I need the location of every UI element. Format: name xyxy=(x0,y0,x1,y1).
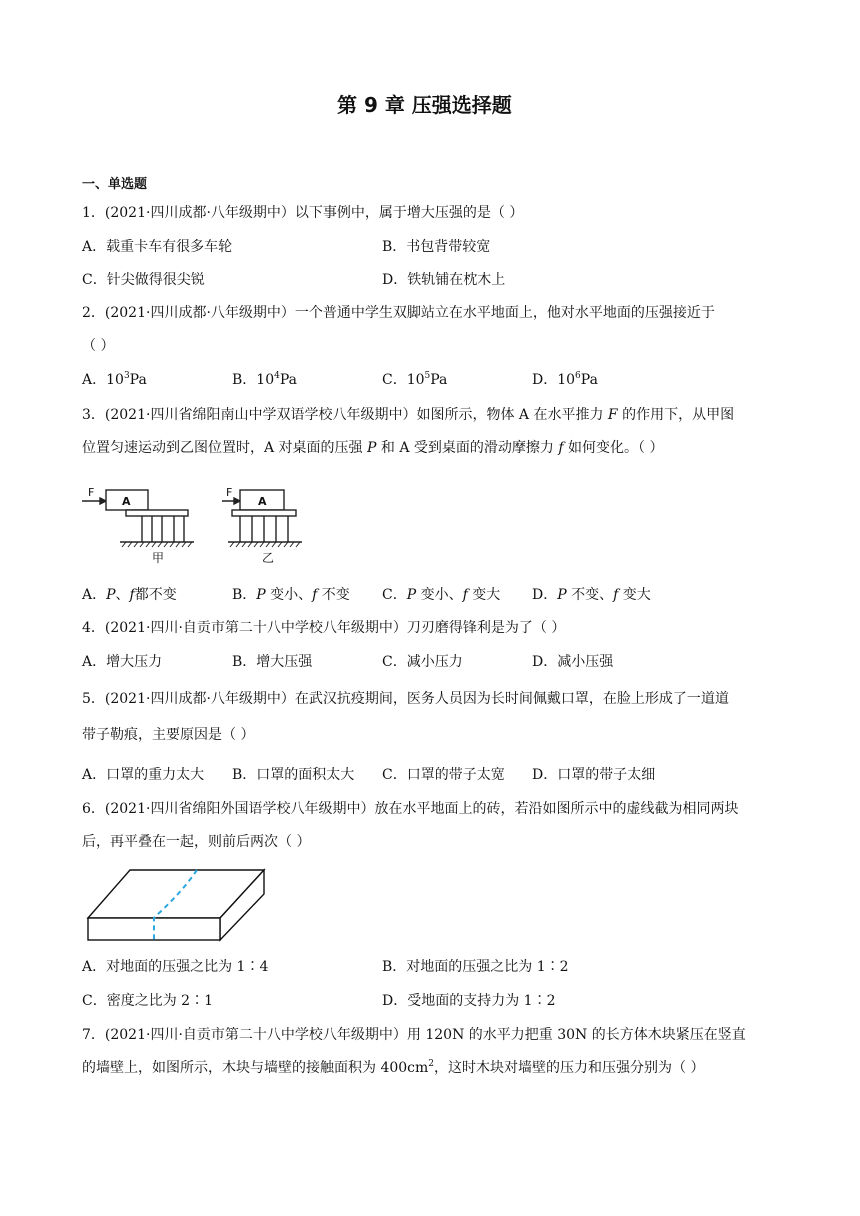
q6-brick-figure xyxy=(86,868,268,942)
q3-option-d: D．P 不变、f 变大 xyxy=(532,587,651,603)
q3-figure xyxy=(82,480,312,580)
q1-option-b: B．书包背带较宽 xyxy=(382,239,491,255)
q2-option-c: C．$10^5Pa$ xyxy=(382,371,448,388)
q4-option-a: A．增大压力 xyxy=(82,654,163,670)
q4-option-c: C．减小压力 xyxy=(382,654,463,670)
q6-stem-line2: 后，再平叠在一起，则前后两次（ ） xyxy=(82,834,311,850)
q5-option-a: A．口罩的重力太大 xyxy=(82,767,205,783)
q6-stem-line1: 6．(2021·四川省绵阳外国语学校八年级期中）放在水平地面上的砖，若沿如图所示中的虚线截为相同两块 xyxy=(82,801,739,817)
q2-option-b: B．$10^4Pa$ xyxy=(232,371,297,388)
q2-stem-line1: 2．(2021·四川成都·八年级期中）一个普通中学生双脚站立在水平地面上，他对水平地面的压强接近于 xyxy=(82,305,715,321)
q2-option-a: A．$10^3Pa$ xyxy=(82,371,147,388)
q4-option-b: B．增大压强 xyxy=(232,654,313,670)
q3-stem-line2: 位置匀速运动到乙图位置时，A 对桌面的压强 P 和 A 受到桌面的滑动摩擦力 f 如何变化。（ ） xyxy=(82,440,664,456)
q5-option-c: C．口罩的带子太宽 xyxy=(382,767,505,783)
q5-option-d: D．口罩的带子太细 xyxy=(532,767,656,783)
figure-jia xyxy=(82,490,194,547)
fig-label-a-jia: A xyxy=(122,495,131,508)
q6-option-c: C．密度之比为 2∶1 xyxy=(82,993,213,1009)
q5-option-b: B．口罩的面积太大 xyxy=(232,767,355,783)
q1-option-a: A．载重卡车有很多车轮 xyxy=(82,239,233,255)
q1-option-c: C．针尖做得很尖锐 xyxy=(82,272,205,288)
fig-label-yi: 乙 xyxy=(262,551,275,565)
section-heading: 一、单选题 xyxy=(82,177,148,192)
q3-option-b: B．P 变小、f 不变 xyxy=(232,587,350,603)
page-title: 第 9 章 压强选择题 xyxy=(337,93,512,117)
q1-option-d: D．铁轨铺在枕木上 xyxy=(382,272,506,288)
fig-label-f-jia: F xyxy=(88,486,95,499)
q4-option-d: D．减小压强 xyxy=(532,654,614,670)
q2-option-d: D．$10^6Pa$ xyxy=(532,371,598,388)
q7-stem-line1: 7．(2021·四川·自贡市第二十八中学校八年级期中）用 120N 的水平力把重 30N 的长方体木块紧压在竖直 xyxy=(82,1027,746,1043)
q7-stem-line2: 的墙壁上，如图所示，木块与墙壁的接触面积为 $400cm^2$，这时木块对墙壁的压力和压强分别为（ ） xyxy=(82,1059,705,1076)
fig-label-f-yi: F xyxy=(226,486,233,499)
q3-option-c: C．P 变小、f 变大 xyxy=(382,587,501,603)
fig-label-a-yi: A xyxy=(258,495,267,508)
q3-stem-line1: 3．(2021·四川省绵阳南山中学双语学校八年级期中）如图所示，物体 A 在水平推力 F 的作用下，从甲图 xyxy=(82,407,735,423)
q2-stem-line2: （ ） xyxy=(82,338,115,354)
q6-option-a: A．对地面的压强之比为 1∶4 xyxy=(82,959,269,975)
q6-option-d: D．受地面的支持力为 1∶2 xyxy=(382,993,556,1009)
q5-stem-line1: 5．(2021·四川成都·八年级期中）在武汉抗疫期间，医务人员因为长时间佩戴口罩，在脸上形成了一道道 xyxy=(82,691,729,707)
q3-option-a: A．P、f都不变 xyxy=(82,587,177,603)
q4-stem: 4．(2021·四川·自贡市第二十八中学校八年级期中）刀刃磨得锋利是为了（ ） xyxy=(82,620,566,636)
q1-stem: 1．(2021·四川成都·八年级期中）以下事例中，属于增大压强的是（ ） xyxy=(82,205,524,221)
fig-label-jia: 甲 xyxy=(152,551,165,565)
q6-option-b: B．对地面的压强之比为 1∶2 xyxy=(382,959,569,975)
q5-stem-line2: 带子勒痕，主要原因是（ ） xyxy=(82,727,255,743)
